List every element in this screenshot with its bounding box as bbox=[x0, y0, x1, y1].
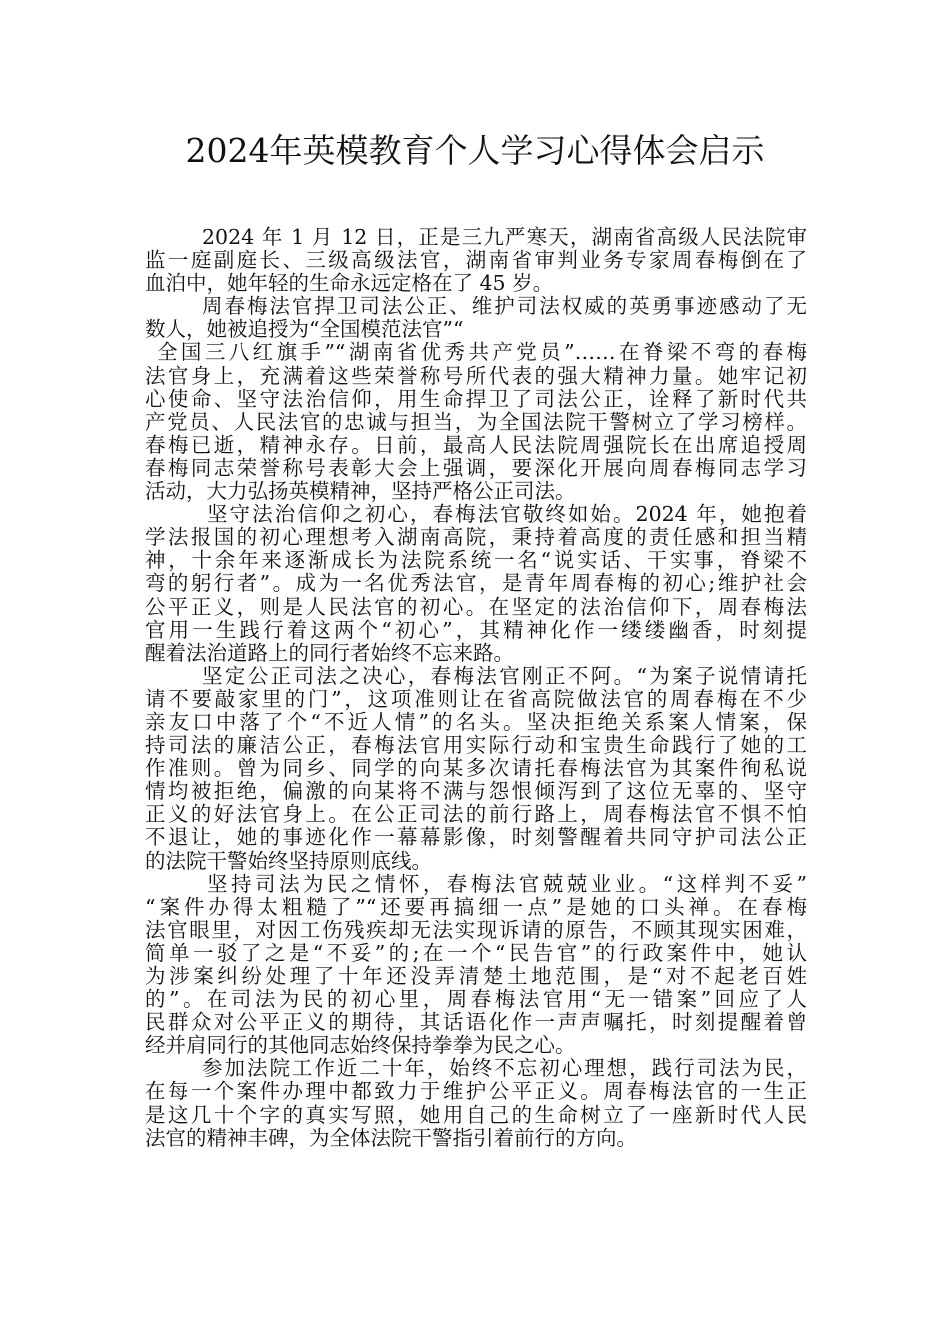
text-line: 为涉案纠纷处理了十年还没弄清楚土地范围，是“对不起老百姓 bbox=[145, 964, 807, 988]
paragraph-5 bbox=[145, 873, 807, 1058]
document-title: 2024年英模教育个人学习心得体会启示 bbox=[185, 131, 765, 170]
text-line: 监一庭副庭长、三级高级法官，湖南省审判业务专家周春梅倒在了 bbox=[145, 248, 807, 273]
paragraph-1 bbox=[145, 226, 807, 295]
text-line: 法官身上，充满着这些荣誉称号所代表的强大精神力量。她牢记初 bbox=[145, 363, 807, 388]
text-line: 法官的精神丰碑，为全体法院干警指引着前行的方向。 bbox=[145, 1125, 637, 1150]
text-line: 2024 年 1 月 12 日，正是三九严寒天，湖南省高级人民法院审 bbox=[202, 225, 807, 249]
text-line: 经并肩同行的其他同志始终保持拳拳为民之心。 bbox=[145, 1033, 576, 1058]
text-line: 情均被拒绝，偏激的向某将不满与怨恨倾泻到了这位无辜的、坚守 bbox=[145, 779, 807, 804]
text-line: 周春梅法官捍卫司法公正、维护司法权威的英勇事迹感动了无 bbox=[202, 294, 807, 319]
text-line: 弯的躬行者”。成为一名优秀法官，是青年周春梅的初心;维护社会 bbox=[145, 571, 807, 596]
text-line: “案件办得太粗糙了”“还要再搞细一点”是她的口头禅。在春梅 bbox=[145, 894, 807, 919]
text-line: 亲友口中落了个“不近人情”的名头。坚决拒绝关系案人情案，保 bbox=[145, 709, 807, 734]
text-line: 坚定公正司法之决心，春梅法官刚正不阿。“为案子说情请托 bbox=[202, 663, 807, 688]
text-line: 数人，她被追授为“全国模范法官”“ bbox=[145, 317, 464, 342]
text-line: 的法院干警始终坚持原则底线。 bbox=[145, 848, 432, 873]
text-line: 正义的好法官身上。在公正司法的前行路上，周春梅法官不惧不怕 bbox=[145, 802, 807, 827]
text-line: 持司法的廉洁公正，春梅法官用实际行动和宝贵生命践行了她的工 bbox=[145, 733, 807, 758]
text-line: 坚守法治信仰之初心，春梅法官敬终如始。2024 年，她抱着 bbox=[207, 502, 807, 527]
text-line: 学法报国的初心理想考入湖南高院，秉持着高度的责任感和担当精 bbox=[145, 525, 807, 550]
paragraph-2 bbox=[145, 295, 807, 503]
text-line: 血泊中，她年轻的生命永远定格在了 45 岁。 bbox=[145, 271, 554, 296]
text-line: 作准则。曾为同乡、同学的向某多次请托春梅法官为其案件徇私说 bbox=[145, 756, 807, 781]
paragraph-4 bbox=[145, 665, 807, 873]
text-line: 公平正义，则是人民法官的初心。在坚定的法治信仰下，周春梅法 bbox=[145, 594, 807, 619]
text-line: 不退让，她的事迹化作一幕幕影像，时刻警醒着共同守护司法公正 bbox=[145, 825, 807, 850]
text-line: 简单一驳了之是“不妥”的;在一个“民告官”的行政案件中，她认 bbox=[145, 940, 807, 965]
text-line: 法官眼里，对因工伤残疾却无法实现诉请的原告，不顾其现实困难， bbox=[145, 917, 807, 942]
text-line: 官用一生践行着这两个“初心”，其精神化作一缕缕幽香，时刻提 bbox=[145, 617, 807, 642]
text-line: 民群众对公平正义的期待，其话语化作一声声嘱托，时刻提醒着曾 bbox=[145, 1010, 807, 1035]
text-line: 全国三八红旗手”“湖南省优秀共产党员”……在脊梁不弯的春梅 bbox=[157, 340, 807, 365]
text-line: 春梅同志荣誉称号表彰大会上强调，要深化开展向周春梅同志学习 bbox=[145, 455, 807, 480]
text-line: 产党员、人民法官的忠诚与担当，为全国法院干警树立了学习榜样。 bbox=[145, 409, 807, 434]
text-line: 活动，大力弘扬英模精神，坚持严格公正司法。 bbox=[145, 479, 576, 504]
document-body bbox=[145, 226, 807, 1150]
text-line: 的”。在司法为民的初心里，周春梅法官用“无一错案”回应了人 bbox=[145, 987, 807, 1012]
text-line: 在每一个案件办理中都致力于维护公平正义。周春梅法官的一生正 bbox=[145, 1079, 807, 1104]
text-line: 请不要敲家里的门”，这项准则让在省高院做法官的周春梅在不少 bbox=[145, 686, 807, 711]
text-line: 心使命、坚守法治信仰，用生命捍卫了司法公正，诠释了新时代共 bbox=[145, 386, 807, 411]
text-line: 神，十余年来逐渐成长为法院系统一名“说实话、干实事，脊梁不 bbox=[145, 548, 807, 573]
paragraph-3 bbox=[145, 503, 807, 665]
text-line: 春梅已逝，精神永存。日前，最高人民法院周强院长在出席追授周 bbox=[145, 432, 807, 457]
text-line: 参加法院工作近二十年，始终不忘初心理想，践行司法为民， bbox=[202, 1056, 807, 1081]
paragraph-6 bbox=[145, 1057, 807, 1149]
text-line: 是这几十个字的真实写照，她用自己的生命树立了一座新时代人民 bbox=[145, 1102, 807, 1127]
text-line: 坚持司法为民之情怀，春梅法官兢兢业业。“这样判不妥” bbox=[207, 871, 807, 896]
text-line: 醒着法治道路上的同行者始终不忘来路。 bbox=[145, 640, 514, 665]
